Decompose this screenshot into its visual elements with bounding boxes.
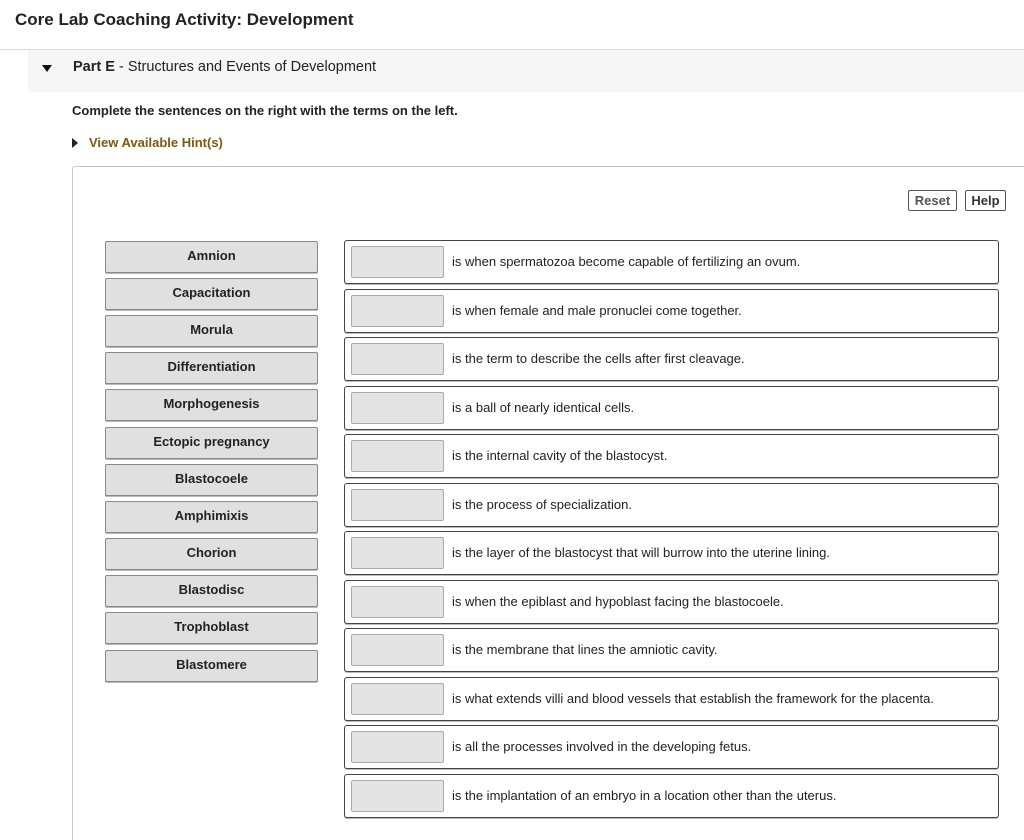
term-morula[interactable]: Morula — [105, 315, 318, 347]
help-button[interactable]: Help — [965, 190, 1006, 211]
sentence-row — [344, 337, 999, 381]
drop-target[interactable] — [351, 343, 444, 375]
sentence-text: is the internal cavity of the blastocyst. — [452, 448, 668, 463]
sentence-row — [344, 628, 999, 672]
part-separator: - — [114, 59, 128, 75]
drop-target[interactable] — [351, 586, 444, 618]
term-amphimixis[interactable]: Amphimixis — [105, 501, 318, 533]
drop-target[interactable] — [351, 537, 444, 569]
term-blastomere[interactable]: Blastomere — [105, 650, 318, 682]
sentence-row — [344, 725, 999, 769]
drop-target[interactable] — [351, 489, 444, 521]
term-trophoblast[interactable]: Trophoblast — [105, 612, 318, 644]
sentence-row — [344, 580, 999, 624]
instruction-text: Complete the sentences on the right with the terms on the left. — [72, 103, 458, 118]
sentence-text: is the membrane that lines the amniotic cavity. — [452, 642, 718, 657]
hint-label[interactable]: View Available Hint(s) — [89, 135, 223, 150]
sentence-row — [344, 386, 999, 430]
caret-right-icon — [72, 138, 78, 148]
reset-button[interactable]: Reset — [908, 190, 957, 211]
term-blastocoele[interactable]: Blastocoele — [105, 464, 318, 496]
drop-target[interactable] — [351, 683, 444, 715]
drop-target[interactable] — [351, 295, 444, 327]
part-header[interactable] — [28, 50, 1024, 92]
sentence-text: is the process of specialization. — [452, 497, 632, 512]
sentence-row — [344, 240, 999, 284]
caret-down-icon[interactable] — [42, 65, 52, 72]
drop-target[interactable] — [351, 392, 444, 424]
sentence-text: is the term to describe the cells after first cleavage. — [452, 351, 745, 366]
term-ectopic-pregnancy[interactable]: Ectopic pregnancy — [105, 427, 318, 459]
part-label-bold: Part E — [73, 59, 115, 75]
term-morphogenesis[interactable]: Morphogenesis — [105, 389, 318, 421]
sentence-text: is when female and male pronuclei come together. — [452, 303, 742, 318]
sentence-text: is when spermatozoa become capable of fertilizing an ovum. — [452, 254, 801, 269]
term-amnion[interactable]: Amnion — [105, 241, 318, 273]
drop-target[interactable] — [351, 634, 444, 666]
sentence-text: is all the processes involved in the developing fetus. — [452, 739, 752, 754]
sentence-row — [344, 434, 999, 478]
sentence-text: is when the epiblast and hypoblast facing the blastocoele. — [452, 594, 784, 609]
part-label-text: Structures and Events of Development — [127, 59, 377, 75]
sentence-row — [344, 677, 999, 721]
term-blastodisc[interactable]: Blastodisc — [105, 575, 318, 607]
drop-target[interactable] — [351, 246, 444, 278]
sentence-row — [344, 774, 999, 818]
view-hints-link[interactable] — [72, 135, 223, 150]
term-capacitation[interactable]: Capacitation — [105, 278, 318, 310]
sentence-text: is the layer of the blastocyst that will burrow into the uterine lining. — [452, 545, 830, 560]
sentence-text: is a ball of nearly identical cells. — [452, 400, 635, 415]
term-chorion[interactable]: Chorion — [105, 538, 318, 570]
term-differentiation[interactable]: Differentiation — [105, 352, 318, 384]
sentence-row — [344, 289, 999, 333]
drop-target[interactable] — [351, 780, 444, 812]
part-title — [73, 59, 376, 75]
drop-target[interactable] — [351, 731, 444, 763]
page-title: Core Lab Coaching Activity: Development — [15, 10, 354, 29]
sentence-text: is the implantation of an embryo in a location other than the uterus. — [452, 788, 837, 803]
sentence-row — [344, 483, 999, 527]
sentence-row — [344, 531, 999, 575]
drop-target[interactable] — [351, 440, 444, 472]
sentence-text: is what extends villi and blood vessels that establish the framework for the placenta. — [452, 691, 934, 706]
